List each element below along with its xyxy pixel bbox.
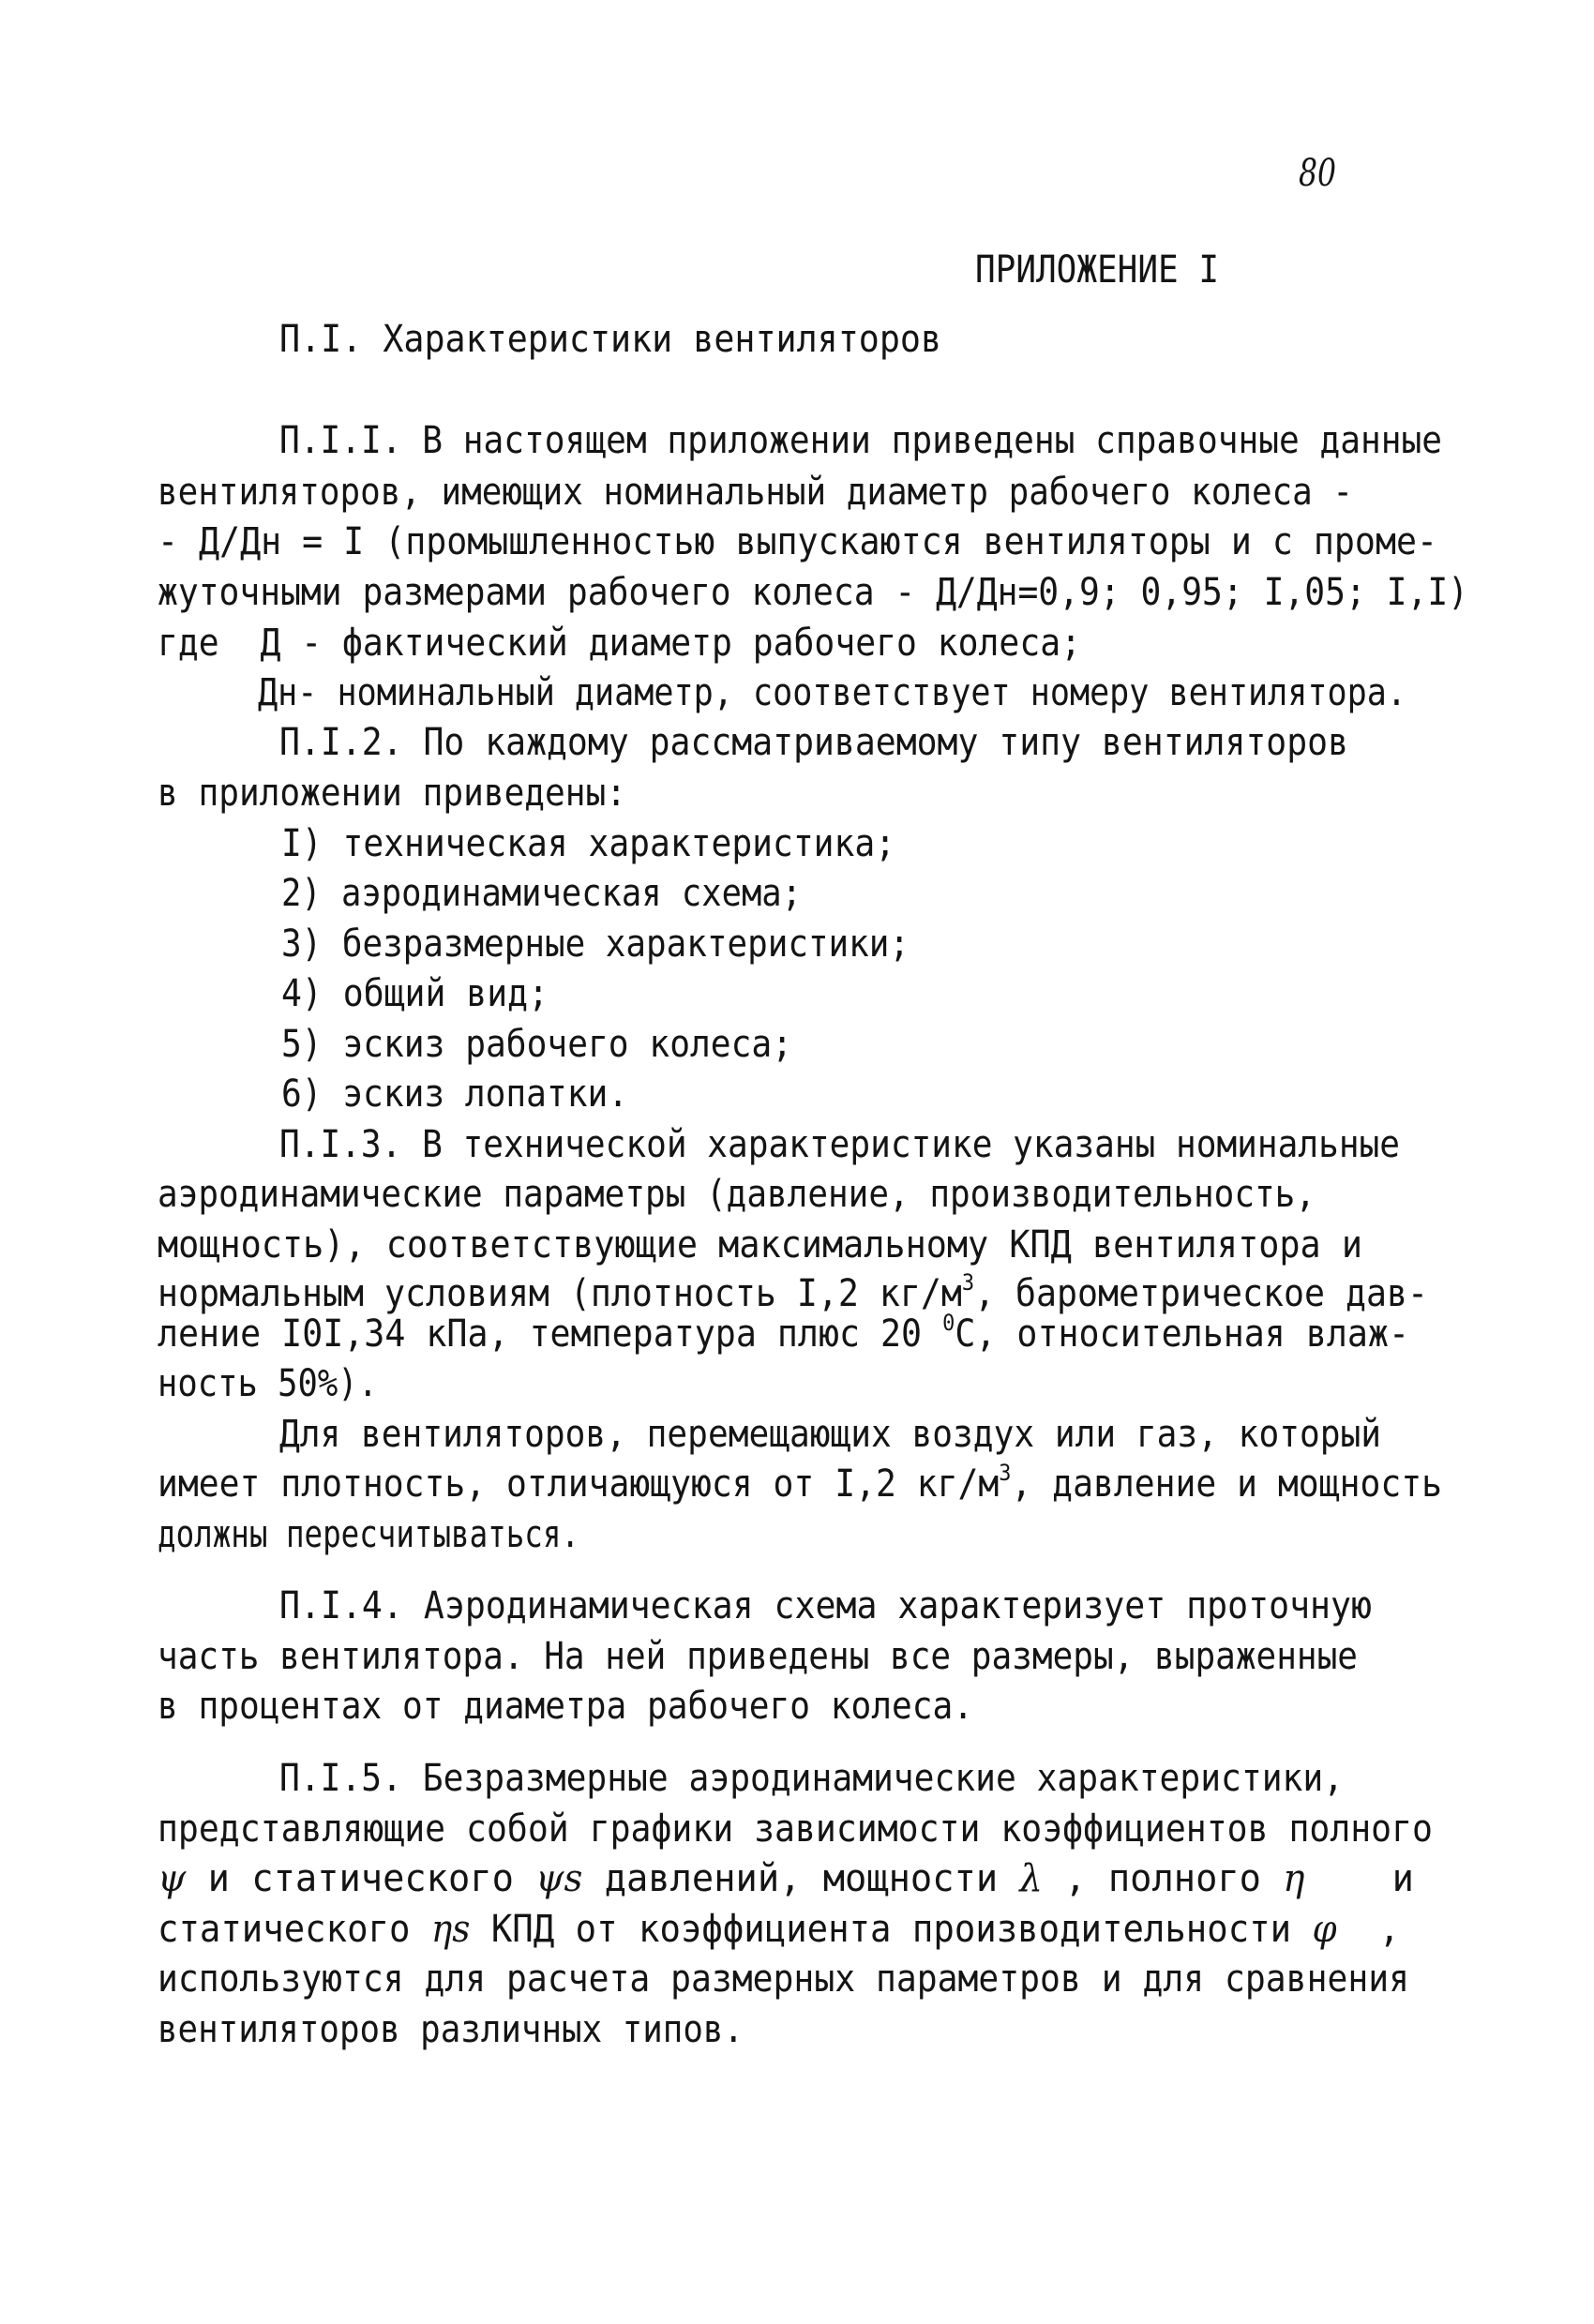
list-item: 6) эскиз лопатки.: [281, 1072, 628, 1116]
paragraph-line: Для вентиляторов, перемещающих воздух или газ, который: [279, 1413, 1381, 1456]
superscript: 3: [999, 1460, 1012, 1487]
list-item: 5) эскиз рабочего колеса;: [281, 1023, 792, 1066]
superscript: 3: [961, 1269, 975, 1297]
line-text: ,: [1336, 1908, 1400, 1951]
line-text: С, относительная влаж-: [955, 1312, 1409, 1356]
line-text: , полного: [1042, 1857, 1284, 1900]
paragraph-line: - Д/Дн = I (промышленностью выпускаются вентиляторы и с проме-: [158, 520, 1437, 563]
paragraph-line: аэродинамические параметры (давление, производительность,: [158, 1173, 1316, 1216]
eta-s-symbol: ηs: [430, 1908, 471, 1951]
paragraph-line: в приложении приведены:: [158, 772, 626, 815]
paragraph-line: П.I.I. В настоящем приложении приведены справочные данные: [279, 419, 1442, 462]
paragraph-line: П.I.4. Аэродинамическая схема характеризует проточную: [279, 1584, 1372, 1627]
paragraph-line: мощность), соответствующие максимальному КПД вентилятора и: [158, 1223, 1362, 1267]
line-text: имеет плотность, отличающуюся от I,2 кг/м: [158, 1462, 1000, 1506]
paragraph-line: Дн- номинальный диаметр, соответствует номеру вентилятора.: [258, 671, 1406, 714]
paragraph-line: [158, 1908, 1400, 1951]
line-text: и: [1304, 1857, 1414, 1900]
paragraph-line: жуточными размерами рабочего колеса - Д/Дн=0,9; 0,95; I,05; I,I): [158, 571, 1468, 614]
paragraph-line: часть вентилятора. На ней приведены все размеры, выраженные: [158, 1635, 1358, 1678]
line-text: , барометрическое дав-: [974, 1272, 1428, 1315]
list-item: I) техническая характеристика;: [281, 822, 895, 865]
paragraph-line: должны пересчитываться.: [158, 1513, 579, 1556]
paragraph-line: вентиляторов различных типов.: [158, 2008, 744, 2051]
list-item: 2) аэродинамическая схема;: [281, 872, 802, 915]
paragraph-line: [158, 1460, 1442, 1506]
paragraph-line: ность 50%).: [158, 1362, 378, 1405]
phi-symbol: φ: [1312, 1908, 1337, 1951]
paragraph-line: в процентах от диаметра рабочего колеса.: [158, 1685, 973, 1728]
paragraph-line: [158, 1857, 1414, 1900]
line-text: и статического: [186, 1857, 536, 1900]
paragraph-line: используются для расчета размерных параметров и для сравнения: [158, 1957, 1409, 2001]
paragraph-line: вентиляторов, имеющих номинальный диаметр рабочего колеса -: [158, 471, 1353, 514]
appendix-title: ПРИЛОЖЕНИЕ I: [975, 248, 1219, 292]
psi-symbol: ψ: [158, 1857, 187, 1900]
paragraph-line: [158, 1310, 1409, 1356]
page-number: 80: [1299, 152, 1336, 195]
paragraph-line: П.I.3. В технической характеристике указаны номинальные: [279, 1123, 1400, 1166]
paragraph-line: П.I.5. Безразмерные аэродинамические характеристики,: [279, 1757, 1344, 1800]
list-item: 3) безразмерные характеристики;: [281, 922, 910, 966]
paragraph-line: [158, 1269, 1428, 1315]
list-item: 4) общий вид;: [281, 972, 549, 1015]
paragraph-line: П.I.2. По каждому рассматриваемому типу вентиляторов: [279, 721, 1348, 764]
line-text: , давление и мощность: [1011, 1462, 1442, 1506]
superscript: 0: [942, 1310, 955, 1337]
line-text: нормальным условиям (плотность I,2 кг/м: [158, 1272, 962, 1315]
line-text: КПД от коэффициента производительности: [470, 1908, 1313, 1951]
line-text: ление I0I,34 кПа, температура плюс 20: [158, 1312, 943, 1356]
line-text: статического: [158, 1908, 431, 1951]
paragraph-line: представляющие собой графики зависимости коэффициентов полного: [158, 1807, 1433, 1851]
psi-s-symbol: ψs: [535, 1857, 583, 1900]
lambda-symbol: λ: [1019, 1857, 1043, 1900]
paragraph-line: где Д - фактический диаметр рабочего колеса;: [158, 622, 1081, 665]
eta-symbol: η: [1283, 1857, 1305, 1900]
section-heading: П.I. Характеристики вентиляторов: [279, 318, 941, 361]
line-text: давлений, мощности: [582, 1857, 1020, 1900]
